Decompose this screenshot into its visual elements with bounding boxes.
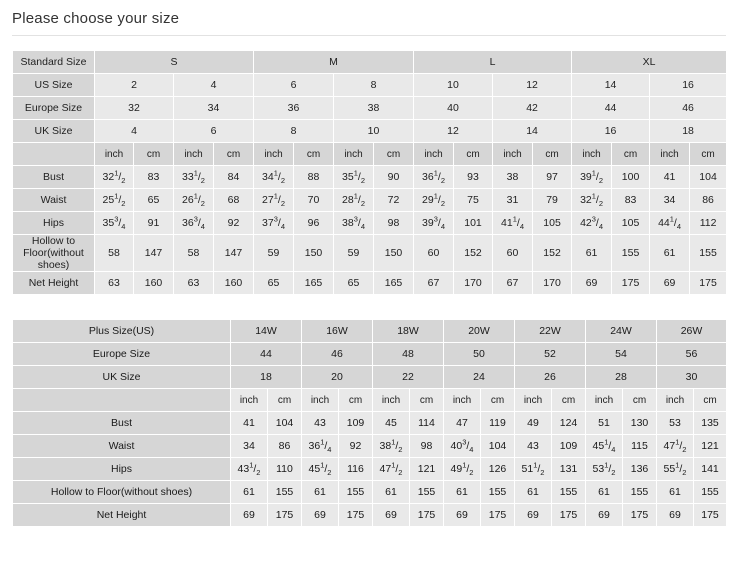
table-cell: 8: [334, 74, 414, 97]
measurement-cell: 160: [214, 272, 254, 295]
measurement-cell: $49^1/_2$: [444, 458, 481, 481]
measurement-label: Hollow to Floor(without shoes): [13, 481, 231, 504]
measurement-cell: 47: [444, 412, 481, 435]
row-label: UK Size: [13, 366, 231, 389]
row-label: Europe Size: [13, 97, 95, 120]
table-cell: 44: [231, 343, 302, 366]
measurement-cell: $28^1/_2$: [334, 189, 374, 212]
measurement-cell: 31: [493, 189, 533, 212]
measurement-cell: 126: [481, 458, 515, 481]
unit-cell: cm: [552, 389, 586, 412]
measurement-cell: 68: [214, 189, 254, 212]
measurement-cell: 165: [374, 272, 414, 295]
measurement-row: [13, 166, 727, 189]
table-cell: 22: [373, 366, 444, 389]
measurement-cell: 135: [694, 412, 727, 435]
table-cell: 24: [444, 366, 515, 389]
unit-cell: inch: [334, 143, 374, 166]
standard-size-header: Standard Size: [13, 51, 95, 74]
measurement-cell: 53: [657, 412, 694, 435]
table-cell: 40: [414, 97, 493, 120]
measurement-cell: 105: [612, 212, 650, 235]
table-cell: 2: [95, 74, 174, 97]
units-row-label: [13, 389, 231, 412]
measurement-cell: 100: [612, 166, 650, 189]
plus-size-table: [12, 319, 727, 527]
measurement-cell: $45^1/_4$: [586, 435, 623, 458]
measurement-cell: 59: [334, 235, 374, 272]
table-cell: 16: [650, 74, 727, 97]
measurement-cell: $45^1/_2$: [302, 458, 339, 481]
table-cell: 54: [586, 343, 657, 366]
measurement-cell: $44^1/_4$: [650, 212, 690, 235]
measurement-cell: 109: [339, 412, 373, 435]
unit-cell: inch: [650, 143, 690, 166]
measurement-cell: $43^1/_2$: [231, 458, 268, 481]
table-cell: 46: [650, 97, 727, 120]
measurement-cell: $41^1/_4$: [493, 212, 533, 235]
measurement-cell: $37^3/_4$: [254, 212, 294, 235]
table-row: [13, 97, 727, 120]
size-group-l: L: [414, 51, 572, 74]
measurement-cell: 61: [373, 481, 410, 504]
measurement-label: Waist: [13, 435, 231, 458]
table-cell: 12: [493, 74, 572, 97]
measurement-cell: 165: [294, 272, 334, 295]
measurement-cell: 61: [444, 481, 481, 504]
table-cell: 10: [334, 120, 414, 143]
measurement-cell: 131: [552, 458, 586, 481]
table-cell: 32: [95, 97, 174, 120]
measurement-cell: 67: [493, 272, 533, 295]
plus-size-20w: 20W: [444, 320, 515, 343]
measurement-label: Waist: [13, 189, 95, 212]
measurement-cell: $40^3/_4$: [444, 435, 481, 458]
unit-cell: cm: [690, 143, 727, 166]
measurement-cell: 175: [339, 504, 373, 527]
unit-cell: cm: [339, 389, 373, 412]
measurement-cell: 150: [294, 235, 334, 272]
measurement-label: Net Height: [13, 504, 231, 527]
unit-cell: cm: [454, 143, 493, 166]
measurement-cell: 69: [650, 272, 690, 295]
size-group-xl: XL: [572, 51, 727, 74]
measurement-cell: 155: [623, 481, 657, 504]
measurement-row: [13, 189, 727, 212]
table-cell: 18: [650, 120, 727, 143]
measurement-cell: 86: [268, 435, 302, 458]
measurement-cell: 115: [623, 435, 657, 458]
measurement-cell: $38^1/_2$: [373, 435, 410, 458]
table-cell: 10: [414, 74, 493, 97]
plus-size-header: Plus Size(US): [13, 320, 231, 343]
table-row: [13, 74, 727, 97]
unit-cell: cm: [694, 389, 727, 412]
measurement-cell: 155: [612, 235, 650, 272]
measurement-cell: $55^1/_2$: [657, 458, 694, 481]
measurement-cell: 63: [174, 272, 214, 295]
measurement-cell: 141: [694, 458, 727, 481]
measurement-cell: 88: [294, 166, 334, 189]
measurement-cell: 155: [339, 481, 373, 504]
plus-header-row: [13, 320, 727, 343]
measurement-cell: 67: [414, 272, 454, 295]
unit-cell: cm: [533, 143, 572, 166]
measurement-label: Net Height: [13, 272, 95, 295]
table-cell: 44: [572, 97, 650, 120]
unit-cell: cm: [134, 143, 174, 166]
size-group-m: M: [254, 51, 414, 74]
measurement-cell: 86: [690, 189, 727, 212]
measurement-cell: 152: [454, 235, 493, 272]
table-cell: 56: [657, 343, 727, 366]
measurement-cell: $36^3/_4$: [174, 212, 214, 235]
measurement-cell: 119: [481, 412, 515, 435]
table-cell: 6: [254, 74, 334, 97]
title-divider: [12, 35, 726, 36]
table-cell: 30: [657, 366, 727, 389]
measurement-cell: $32^1/_2$: [572, 189, 612, 212]
measurement-cell: 65: [254, 272, 294, 295]
measurement-cell: 61: [515, 481, 552, 504]
measurement-cell: 58: [95, 235, 134, 272]
measurement-row: [13, 481, 727, 504]
measurement-cell: 170: [454, 272, 493, 295]
unit-cell: inch: [302, 389, 339, 412]
table-row: [13, 366, 727, 389]
measurement-cell: $35^3/_4$: [95, 212, 134, 235]
table-cell: 6: [174, 120, 254, 143]
measurement-cell: 124: [552, 412, 586, 435]
measurement-cell: 104: [481, 435, 515, 458]
measurement-cell: 38: [493, 166, 533, 189]
plus-size-26w: 26W: [657, 320, 727, 343]
measurement-cell: 160: [134, 272, 174, 295]
unit-cell: cm: [268, 389, 302, 412]
measurement-cell: 91: [134, 212, 174, 235]
measurement-cell: $38^3/_4$: [334, 212, 374, 235]
table-row: [13, 343, 727, 366]
measurement-cell: $36^1/_4$: [302, 435, 339, 458]
measurement-cell: 61: [572, 235, 612, 272]
measurement-cell: 170: [533, 272, 572, 295]
measurement-cell: $39^1/_2$: [572, 166, 612, 189]
measurement-cell: $42^3/_4$: [572, 212, 612, 235]
table-cell: 14: [572, 74, 650, 97]
table-cell: 4: [174, 74, 254, 97]
measurement-cell: 49: [515, 412, 552, 435]
measurement-cell: 84: [214, 166, 254, 189]
measurement-cell: 96: [294, 212, 334, 235]
standard-header-row: [13, 51, 727, 74]
row-label: Europe Size: [13, 343, 231, 366]
units-row: [13, 143, 727, 166]
table-cell: 14: [493, 120, 572, 143]
table-cell: 12: [414, 120, 493, 143]
unit-cell: inch: [586, 389, 623, 412]
measurement-cell: $39^3/_4$: [414, 212, 454, 235]
measurement-cell: 150: [374, 235, 414, 272]
row-label: UK Size: [13, 120, 95, 143]
measurement-cell: 75: [454, 189, 493, 212]
units-row: [13, 389, 727, 412]
measurement-cell: 130: [623, 412, 657, 435]
measurement-cell: $27^1/_2$: [254, 189, 294, 212]
unit-cell: inch: [373, 389, 410, 412]
measurement-cell: 34: [650, 189, 690, 212]
measurement-row: [13, 235, 727, 272]
measurement-cell: 121: [694, 435, 727, 458]
measurement-cell: 97: [533, 166, 572, 189]
unit-cell: inch: [444, 389, 481, 412]
measurement-label: Bust: [13, 412, 231, 435]
measurement-cell: 175: [690, 272, 727, 295]
measurement-cell: 112: [690, 212, 727, 235]
unit-cell: cm: [612, 143, 650, 166]
measurement-cell: 175: [623, 504, 657, 527]
measurement-cell: 175: [410, 504, 444, 527]
measurement-cell: 92: [339, 435, 373, 458]
table-cell: 50: [444, 343, 515, 366]
unit-cell: inch: [657, 389, 694, 412]
unit-cell: inch: [515, 389, 552, 412]
measurement-cell: 155: [694, 481, 727, 504]
measurement-cell: 136: [623, 458, 657, 481]
measurement-label: Hips: [13, 458, 231, 481]
measurement-cell: 79: [533, 189, 572, 212]
measurement-cell: 59: [254, 235, 294, 272]
measurement-cell: 152: [533, 235, 572, 272]
unit-cell: inch: [231, 389, 268, 412]
plus-size-22w: 22W: [515, 320, 586, 343]
measurement-cell: 98: [374, 212, 414, 235]
measurement-cell: 175: [612, 272, 650, 295]
measurement-row: [13, 504, 727, 527]
table-cell: 28: [586, 366, 657, 389]
measurement-cell: 93: [454, 166, 493, 189]
measurement-cell: 63: [95, 272, 134, 295]
measurement-cell: 72: [374, 189, 414, 212]
measurement-cell: $53^1/_2$: [586, 458, 623, 481]
measurement-cell: 101: [454, 212, 493, 235]
measurement-label: Bust: [13, 166, 95, 189]
unit-cell: inch: [414, 143, 454, 166]
measurement-cell: $26^1/_2$: [174, 189, 214, 212]
measurement-row: [13, 212, 727, 235]
measurement-label: Hollow to Floor(without shoes): [13, 235, 95, 272]
measurement-cell: 69: [302, 504, 339, 527]
unit-cell: cm: [481, 389, 515, 412]
unit-cell: inch: [95, 143, 134, 166]
measurement-cell: 61: [650, 235, 690, 272]
measurement-cell: $25^1/_2$: [95, 189, 134, 212]
measurement-cell: 70: [294, 189, 334, 212]
measurement-cell: 60: [414, 235, 454, 272]
measurement-cell: 69: [657, 504, 694, 527]
measurement-cell: 69: [444, 504, 481, 527]
measurement-cell: 65: [134, 189, 174, 212]
measurement-cell: 58: [174, 235, 214, 272]
measurement-cell: 45: [373, 412, 410, 435]
measurement-cell: 147: [134, 235, 174, 272]
measurement-cell: $35^1/_2$: [334, 166, 374, 189]
measurement-row: [13, 272, 727, 295]
measurement-cell: 155: [268, 481, 302, 504]
measurement-cell: 92: [214, 212, 254, 235]
measurement-cell: 69: [586, 504, 623, 527]
unit-cell: inch: [572, 143, 612, 166]
measurement-cell: 109: [552, 435, 586, 458]
measurement-cell: 104: [690, 166, 727, 189]
measurement-cell: 43: [515, 435, 552, 458]
unit-cell: inch: [174, 143, 214, 166]
measurement-cell: $51^1/_2$: [515, 458, 552, 481]
measurement-cell: 121: [410, 458, 444, 481]
measurement-cell: 110: [268, 458, 302, 481]
measurement-cell: 61: [231, 481, 268, 504]
plus-size-24w: 24W: [586, 320, 657, 343]
table-cell: 52: [515, 343, 586, 366]
table-row: [13, 120, 727, 143]
measurement-cell: 175: [694, 504, 727, 527]
measurement-cell: 114: [410, 412, 444, 435]
measurement-cell: 69: [572, 272, 612, 295]
measurement-cell: 34: [231, 435, 268, 458]
measurement-row: [13, 458, 727, 481]
measurement-cell: $36^1/_2$: [414, 166, 454, 189]
measurement-cell: 51: [586, 412, 623, 435]
unit-cell: cm: [214, 143, 254, 166]
measurement-cell: 61: [302, 481, 339, 504]
plus-size-18w: 18W: [373, 320, 444, 343]
plus-size-16w: 16W: [302, 320, 373, 343]
table-cell: 38: [334, 97, 414, 120]
measurement-cell: 105: [533, 212, 572, 235]
measurement-cell: $33^1/_2$: [174, 166, 214, 189]
measurement-cell: 43: [302, 412, 339, 435]
measurement-label: Hips: [13, 212, 95, 235]
measurement-cell: $32^1/_2$: [95, 166, 134, 189]
table-cell: 26: [515, 366, 586, 389]
measurement-cell: 83: [612, 189, 650, 212]
table-cell: 4: [95, 120, 174, 143]
table-cell: 34: [174, 97, 254, 120]
measurement-cell: $47^1/_2$: [373, 458, 410, 481]
standard-size-table: [12, 50, 727, 295]
measurement-cell: 65: [334, 272, 374, 295]
size-group-s: S: [95, 51, 254, 74]
measurement-cell: 98: [410, 435, 444, 458]
unit-cell: cm: [410, 389, 444, 412]
units-row-label: [13, 143, 95, 166]
measurement-cell: 116: [339, 458, 373, 481]
measurement-cell: 61: [586, 481, 623, 504]
measurement-cell: 41: [650, 166, 690, 189]
measurement-cell: 155: [410, 481, 444, 504]
table-cell: 16: [572, 120, 650, 143]
measurement-cell: 83: [134, 166, 174, 189]
measurement-cell: 41: [231, 412, 268, 435]
measurement-cell: 175: [268, 504, 302, 527]
measurement-cell: 155: [690, 235, 727, 272]
measurement-cell: 61: [657, 481, 694, 504]
measurement-cell: 147: [214, 235, 254, 272]
measurement-cell: 69: [373, 504, 410, 527]
measurement-row: [13, 412, 727, 435]
page-title: Please choose your size: [12, 10, 180, 27]
unit-cell: cm: [623, 389, 657, 412]
unit-cell: cm: [294, 143, 334, 166]
measurement-cell: 155: [481, 481, 515, 504]
row-label: US Size: [13, 74, 95, 97]
measurement-cell: $47^1/_2$: [657, 435, 694, 458]
measurement-cell: 175: [552, 504, 586, 527]
unit-cell: inch: [254, 143, 294, 166]
measurement-cell: 175: [481, 504, 515, 527]
plus-size-14w: 14W: [231, 320, 302, 343]
table-cell: 20: [302, 366, 373, 389]
measurement-cell: $29^1/_2$: [414, 189, 454, 212]
measurement-cell: 69: [231, 504, 268, 527]
measurement-cell: 155: [552, 481, 586, 504]
table-cell: 46: [302, 343, 373, 366]
unit-cell: cm: [374, 143, 414, 166]
measurement-cell: 60: [493, 235, 533, 272]
table-cell: 36: [254, 97, 334, 120]
measurement-cell: 104: [268, 412, 302, 435]
table-cell: 8: [254, 120, 334, 143]
measurement-cell: 90: [374, 166, 414, 189]
table-cell: 48: [373, 343, 444, 366]
table-cell: 18: [231, 366, 302, 389]
unit-cell: inch: [493, 143, 533, 166]
measurement-cell: $34^1/_2$: [254, 166, 294, 189]
measurement-cell: 69: [515, 504, 552, 527]
table-cell: 42: [493, 97, 572, 120]
measurement-row: [13, 435, 727, 458]
